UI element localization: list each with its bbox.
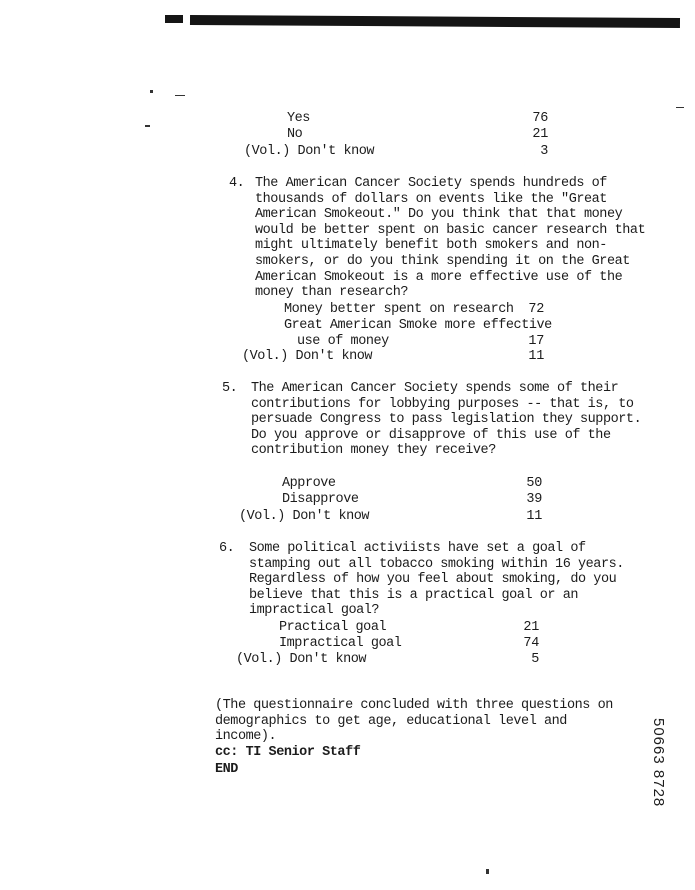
scan-edge-mark bbox=[165, 15, 183, 23]
q4-label-research: Money better spent on research bbox=[284, 302, 514, 317]
q5-value-approve: 50 bbox=[526, 476, 542, 491]
q5-question-text: The American Cancer Society spends some of their contributions for lobbying purposes -- that is, to persuade Congress to pass legislation they support. Do you approve or disapprove of this use of the contribution money they receive? bbox=[251, 381, 642, 459]
q3-label-no: No bbox=[287, 127, 303, 142]
q4-value-research: 72 bbox=[528, 302, 544, 317]
q3-label-yes: Yes bbox=[287, 111, 310, 126]
q3-value-no: 21 bbox=[532, 127, 548, 142]
scan-speck bbox=[175, 95, 185, 96]
end-marker: END bbox=[215, 762, 238, 777]
q5-value-dontknow: 11 bbox=[526, 509, 542, 524]
q4-label-dontknow: (Vol.) Don't know bbox=[242, 349, 373, 364]
q4-value-smokeout: 17 bbox=[528, 334, 544, 349]
scan-top-bar bbox=[190, 15, 680, 28]
scan-speck bbox=[676, 107, 684, 108]
q5-label-disapprove: Disapprove bbox=[282, 492, 359, 507]
q4-number: 4. bbox=[229, 176, 245, 191]
q6-number: 6. bbox=[219, 541, 235, 556]
q4-value-dontknow: 11 bbox=[528, 349, 544, 364]
q5-value-disapprove: 39 bbox=[526, 492, 542, 507]
q4-question-text: The American Cancer Society spends hundreds of thousands of dollars on events like the "Great American Smokeout." Do you think that that money would be better spent on basic cancer research that might ultimately benefit both smokers and non-smokers, or do you think spending it on the Great American Smokeout is a more effective use of the money than research? bbox=[255, 176, 646, 301]
q6-value-practical: 21 bbox=[523, 620, 539, 635]
q6-label-practical: Practical goal bbox=[279, 620, 387, 635]
cc-line: cc: TI Senior Staff bbox=[215, 745, 361, 760]
document-id-text: 50663 8728 bbox=[650, 718, 667, 808]
q6-value-impractical: 74 bbox=[523, 636, 539, 651]
q6-label-impractical: Impractical goal bbox=[279, 636, 402, 651]
q6-value-dontknow: 5 bbox=[531, 652, 539, 667]
q6-question-text: Some political activiists have set a goal of stamping out all tobacco smoking within 16 years. Regardless of how you feel about smoking, do you believe that this is a practical goal or an impractical goal? bbox=[249, 541, 624, 619]
q5-label-dontknow: (Vol.) Don't know bbox=[239, 509, 370, 524]
scan-speck bbox=[150, 90, 153, 93]
q3-value-yes: 76 bbox=[532, 111, 548, 126]
document-id-stamp bbox=[645, 718, 669, 828]
scan-speck bbox=[486, 869, 489, 874]
closing-note: (The questionnaire concluded with three questions on demographics to get age, educational level and income). bbox=[215, 698, 613, 745]
scan-speck bbox=[145, 125, 150, 127]
q3-label-dontknow: (Vol.) Don't know bbox=[244, 144, 375, 159]
q4-label-smokeout: Great American Smoke more effective bbox=[284, 318, 552, 333]
q6-label-dontknow: (Vol.) Don't know bbox=[236, 652, 367, 667]
q5-label-approve: Approve bbox=[282, 476, 336, 491]
q5-number: 5. bbox=[222, 381, 238, 396]
q3-value-dontknow: 3 bbox=[540, 144, 548, 159]
q4-label-smokeout-cont: use of money bbox=[297, 334, 389, 349]
